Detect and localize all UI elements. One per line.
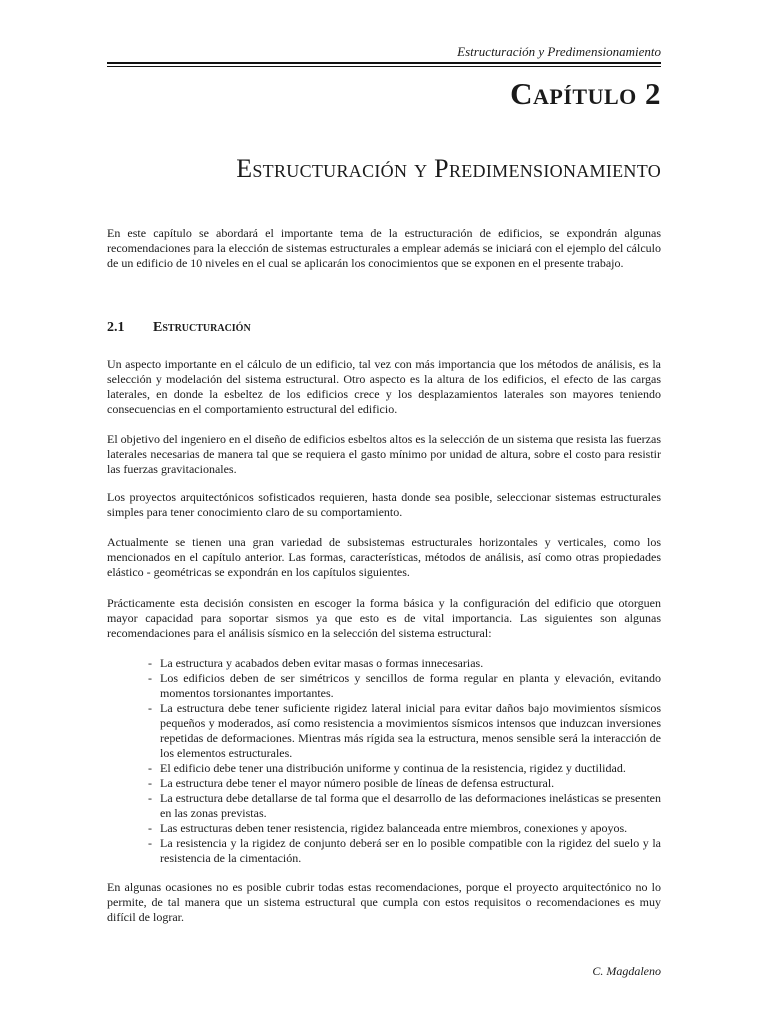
- chapter-title: Estructuración y Predimensionamiento: [236, 154, 661, 183]
- chapter-label: Capítulo 2: [510, 76, 661, 111]
- list-item: [148, 836, 661, 866]
- closing-paragraph: [107, 880, 661, 925]
- list-item-text: El edificio debe tener una distribución uniforme y continua de la resistencia, rigidez y ductilidad.: [160, 761, 626, 775]
- paragraph-1: [107, 357, 661, 417]
- list-dash: -: [148, 821, 152, 835]
- list-item: [148, 791, 661, 821]
- list-item: [148, 656, 661, 671]
- list-item-text: La estructura y acabados deben evitar masas o formas innecesarias.: [160, 656, 484, 670]
- paragraph-text: Un aspecto importante en el cálculo de un edificio, tal vez con más importancia que los métodos de análisis, es la selección y modelación del sistema estructural. Otro aspecto es la altura de los edificios, el efecto de las cargas laterales, en donde la esbeltez de los edificios crece y los desplazamientos laterales son mayores teniendo consecuencias en el comportamiento estructural del edificio.: [107, 357, 661, 416]
- intro-text: En este capítulo se abordará el importante tema de la estructuración de edificios, se expondrán algunas recomendaciones para la elección de sistemas estructurales a emplear además se iniciará con el ejemplo del cálculo de un edificio de 10 niveles en el cual se aplicarán los conocimientos que se exponen en el presente trabajo.: [107, 226, 661, 270]
- list-item-text: Los edificios deben de ser simétricos y sencillos de forma regular en planta y elevación, evitando momentos torsionantes importantes.: [160, 671, 661, 700]
- list-dash: -: [148, 776, 152, 790]
- header-rule-thin: [107, 66, 661, 67]
- paragraph-text: Actualmente se tienen una gran variedad de subsistemas estructurales horizontales y verticales, como los mencionados en el capítulo anterior. Las formas, características, métodos de análisis, así como otras propiedades elástico - geométricas se expondrán en los capítulos siguientes.: [107, 535, 661, 579]
- paragraph-5: [107, 596, 661, 641]
- list-item: [148, 821, 661, 836]
- paragraph-3: [107, 490, 661, 520]
- section-heading: [107, 320, 251, 336]
- list-item-text: La resistencia y la rigidez de conjunto deberá ser en lo posible compatible con la rigidez del suelo y la resistencia de la cimentación.: [160, 836, 661, 865]
- list-item-text: La estructura debe tener el mayor número posible de líneas de defensa estructural.: [160, 776, 555, 790]
- paragraph-4: [107, 535, 661, 580]
- list-dash: -: [148, 836, 152, 850]
- section-name: Estructuración: [153, 320, 251, 335]
- paragraph-text: Prácticamente esta decisión consisten en escoger la forma básica y la configuración del edificio que otorguen mayor capacidad para soportar sismos ya que esto es de vital importancia. Las siguientes son algunas recomendaciones para el análisis sísmico en la selección del sistema estructural:: [107, 596, 661, 640]
- list-item: [148, 701, 661, 761]
- list-dash: -: [148, 761, 152, 775]
- closing-text: En algunas ocasiones no es posible cubrir todas estas recomendaciones, porque el proyecto arquitectónico no lo permite, de tal manera que un sistema estructural que cumpla con estos requisitos o recomendaciones es muy difícil de lograr.: [107, 880, 661, 924]
- list-item-text: La estructura debe detallarse de tal forma que el desarrollo de las deformaciones inelásticas se presenten en las zonas previstas.: [160, 791, 661, 820]
- list-dash: -: [148, 671, 152, 685]
- paragraph-text: Los proyectos arquitectónicos sofisticados requieren, hasta donde sea posible, seleccionar sistemas estructurales simples para tener conocimiento claro de su comportamiento.: [107, 490, 661, 519]
- list-dash: -: [148, 656, 152, 670]
- list-item: [148, 776, 661, 791]
- paragraph-text: El objetivo del ingeniero en el diseño de edificios esbeltos altos es la selección de un sistema que resista las fuerzas laterales necesarias de manera tal que se requiera el gasto mínimo por unidad de altura, sobre el costo para resistir las fuerzas gravitacionales.: [107, 432, 661, 476]
- intro-paragraph: [107, 226, 661, 271]
- list-item-text: Las estructuras deben tener resistencia, rigidez balanceada entre miembros, conexiones y apoyos.: [160, 821, 628, 835]
- section-number: 2.1: [107, 320, 125, 335]
- header-rule-thick: [107, 62, 661, 64]
- list-dash: -: [148, 701, 152, 715]
- footer-author: C. Magdaleno: [592, 964, 661, 978]
- paragraph-2: [107, 432, 661, 477]
- recommendations-list: [148, 656, 661, 866]
- list-item-text: La estructura debe tener suficiente rigidez lateral inicial para evitar daños bajo movimientos sísmicos pequeños y moderados, así como resistencia a movimientos sísmicos intensos que induzcan inversiones repetidas de deformaciones. Mientras más rígida sea la estructura, menos sensible será la interacción de los elementos estructurales.: [160, 701, 661, 760]
- list-dash: -: [148, 791, 152, 805]
- running-header: Estructuración y Predimensionamiento: [457, 44, 661, 59]
- list-item: [148, 671, 661, 701]
- list-item: [148, 761, 661, 776]
